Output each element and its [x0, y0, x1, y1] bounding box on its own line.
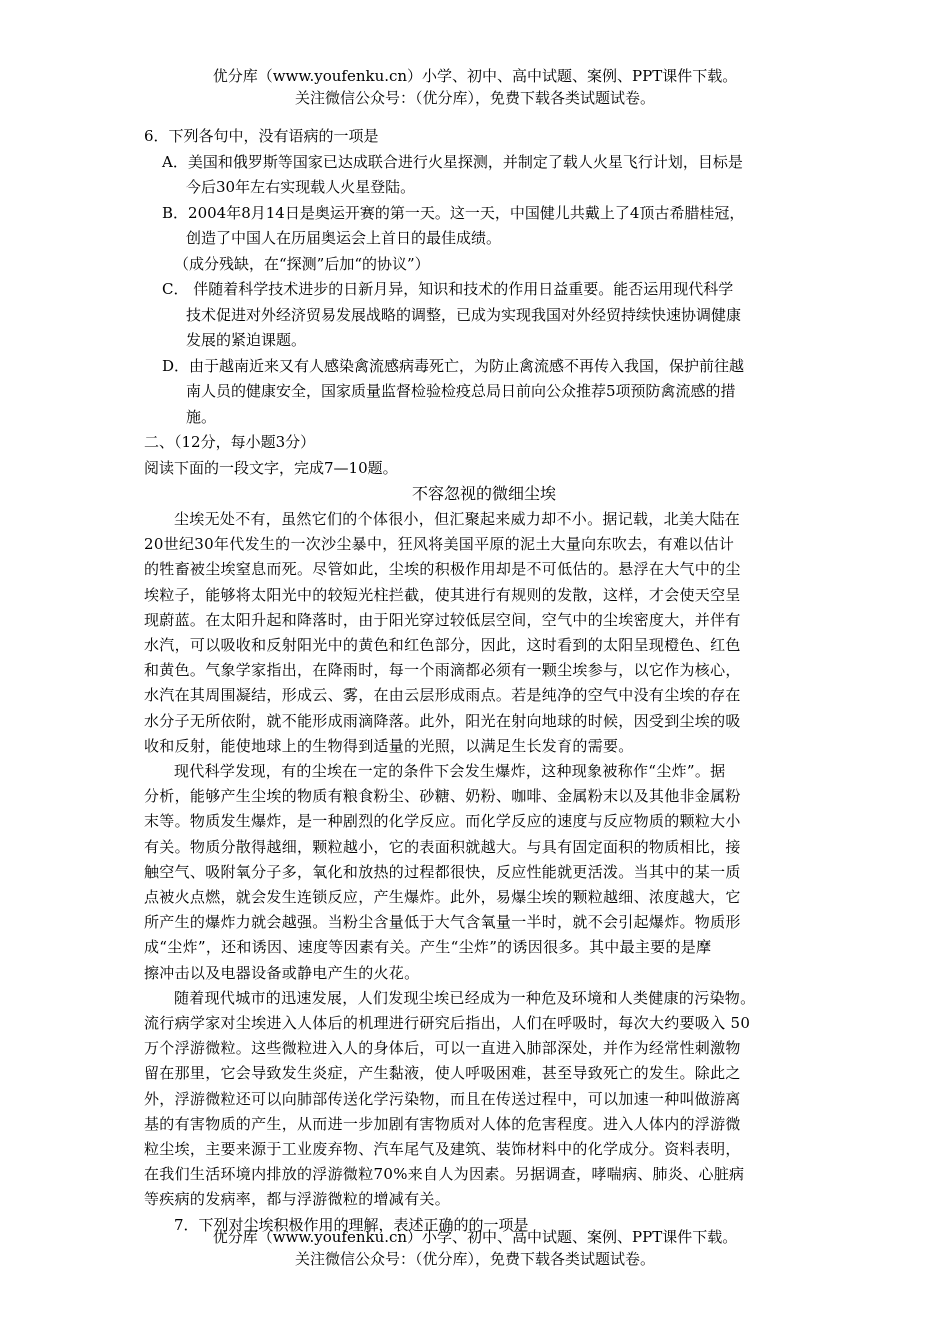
article-paragraph-2 [144, 759, 824, 986]
option-a-line-1: A．美国和俄罗斯等国家已达成联合进行火星探测，并制定了载人火星飞行计划，目标是 [162, 152, 743, 171]
option-c-line-1: C． 伴随着科学技术进步的日新月异，知识和技术的作用日益重要。能否运用现代科学 [162, 280, 734, 298]
paragraph-line: 和黄色。气象学家指出，在降雨时，每一个雨滴都必须有一颗尘埃参与，以它作为核心， [144, 661, 741, 680]
question-7-stem: 7．下列对尘埃积极作用的理解，表述正确的的一项是 [174, 1215, 529, 1234]
option-d-line-3: 施。 [186, 407, 217, 426]
paragraph-line: 外，浮游微粒还可以向肺部传送化学污染物，而且在传送过程中，可以加速一种叫做游离 [144, 1089, 741, 1108]
paragraph-line: 的牲畜被尘埃窒息而死。尽管如此，尘埃的积极作用却是不可低估的。悬浮在大气中的尘 [144, 560, 741, 579]
paragraph-line: 万个浮游微粒。这些微粒进入人的身体后，可以一直进入肺部深处，并作为经常性刺激物 [144, 1039, 741, 1058]
page-content [144, 124, 824, 1238]
paragraph-line: 随着现代城市的迅速发展，人们发现尘埃已经成为一种危及环境和人类健康的污染物。 [174, 988, 756, 1007]
question-6-stem: 6．下列各句中，没有语病的一项是 [144, 127, 379, 145]
answer-note: （成分残缺，在“探测”后加“的协议”） [174, 254, 430, 273]
option-d-line-2: 南人员的健康安全，国家质量监督检验检疫总局日前向公众推荐5项预防禽流感的措 [186, 382, 736, 400]
paragraph-line: 水汽，可以吸收和反射阳光中的黄色和红色部分，因此，这时看到的太阳呈现橙色、红色 [144, 636, 741, 655]
paragraph-line: 触空气、吸附氧分子多，氧化和放热的过程都很快，反应性能就更活泼。当其中的某一质 [144, 862, 741, 881]
header-line-2: 关注微信公众号：（优分库），免费下载各类试题试卷。 [294, 89, 655, 107]
paragraph-line: 水分子无所依附，就不能形成雨滴降落。此外，阳光在射向地球的时候，因受到尘埃的吸 [144, 711, 741, 730]
header-line-1: 优分库（www.youfenku.cn）小学、初中、高中试题、案例、PPT课件下载。 [212, 67, 738, 85]
paragraph-line: 现蔚蓝。在太阳升起和降落时，由于阳光穿过较低层空间，空气中的尘埃密度大，并伴有 [144, 610, 741, 629]
option-c-line-3: 发展的紧迫课题。 [186, 331, 307, 349]
paragraph-line: 埃粒子，能够将太阳光中的较短光柱拦截，使其进行有规则的发散，这样，才会使天空呈 [144, 585, 741, 604]
paragraph-line: 有关。物质分散得越细，颗粒越小，它的表面积就越大。与具有固定面积的物质相比，接 [144, 837, 741, 856]
article-body [144, 507, 824, 1213]
question-6 [144, 124, 824, 430]
footer-line-2: 关注微信公众号：（优分库），免费下载各类试题试卷。 [294, 1250, 655, 1268]
paragraph-line: 20世纪30年代发生的一次沙尘暴中，狂风将美国平原的泥土大量向东吹去，有难以估计 [144, 535, 735, 554]
article-paragraph-3 [144, 986, 824, 1213]
paragraph-line: 基的有害物质的产生，从而进一步加剧有害物质对人体的危害程度。进入人体内的浮游微 [144, 1114, 741, 1133]
paragraph-line: 等疾病的发病率，都与浮游微粒的增减有关。 [144, 1190, 451, 1209]
paragraph-line: 末等。物质发生爆炸，是一种剧烈的化学反应。而化学反应的速度与反应物质的颗粒大小 [144, 812, 741, 831]
section-2-instruction: 阅读下面的一段文字，完成7—10题。 [144, 458, 398, 477]
page-header [0, 65, 950, 109]
option-b-line-2: 创造了中国人在历届奥运会上首日的最佳成绩。 [186, 229, 502, 247]
article-title: 不容忽视的微细尘埃 [411, 484, 556, 503]
paragraph-line: 成“尘炸”，还和诱因、速度等因素有关。产生“尘炸”的诱因很多。其中最主要的是摩 [144, 938, 712, 957]
paragraph-line: 擦冲击以及电器设备或静电产生的火花。 [144, 963, 420, 982]
article-paragraph-1 [144, 507, 824, 759]
paragraph-line: 分析，能够产生尘埃的物质有粮食粉尘、砂糖、奶粉、咖啡、金属粉末以及其他非金属粉 [144, 787, 741, 806]
option-c-line-2: 技术促进对外经济贸易发展战略的调整，已成为实现我国对外经贸持续快速协调健康 [186, 305, 742, 324]
paragraph-line: 水汽在其周围凝结，形成云、雾，在由云层形成雨点。若是纯净的空气中没有尘埃的存在 [144, 686, 741, 705]
paragraph-line: 在我们生活环境内排放的浮游微粒70%来自人为因素。另据调查，哮喘病、肺炎、心脏病 [144, 1165, 745, 1184]
paragraph-line: 留在那里，它会导致发生炎症，产生黏液，使人呼吸困难，甚至导致死亡的发生。除此之 [144, 1064, 741, 1083]
option-a-line-2: 今后30年左右实现载人火星登陆。 [186, 178, 416, 196]
paragraph-line: 流行病学家对尘埃进入人体后的机理进行研究后指出，人们在呼吸时，每次大约要吸入 50 [144, 1014, 751, 1033]
option-b-line-1: B．2004年8月14日是奥运开赛的第一天。这一天，中国健儿共戴上了4顶古希腊桂冠， [162, 203, 745, 222]
paragraph-line: 现代科学发现，有的尘埃在一定的条件下会发生爆炸，这种现象被称作“尘炸”。据 [174, 762, 726, 781]
section-2-heading: 二、（12分，每小题3分） [144, 433, 316, 451]
paragraph-line: 尘埃无处不有，虽然它们的个体很小，但汇聚起来威力却不小。据记载，北美大陆在 [174, 510, 741, 528]
page-footer [0, 1226, 950, 1270]
paragraph-line: 粒尘埃，主要来源于工业废弃物、汽车尾气及建筑、装饰材料中的化学成分。资料表明， [144, 1140, 741, 1159]
option-d-line-1: D．由于越南近来又有人感染禽流感病毒死亡，为防止禽流感不再传入我国，保护前往越 [162, 356, 745, 375]
paragraph-line: 点被火点燃，就会发生连锁反应，产生爆炸。此外，易爆尘埃的颗粒越细、浓度越大，它 [144, 888, 741, 907]
paragraph-line: 收和反射，能使地球上的生物得到适量的光照，以满足生长发育的需要。 [144, 736, 634, 755]
footer-line-1: 优分库（www.youfenku.cn）小学、初中、高中试题、案例、PPT课件下载。 [212, 1228, 738, 1246]
paragraph-line: 所产生的爆炸力就会越强。当粉尘含量低于大气含氧量一半时，就不会引起爆炸。物质形 [144, 913, 741, 932]
